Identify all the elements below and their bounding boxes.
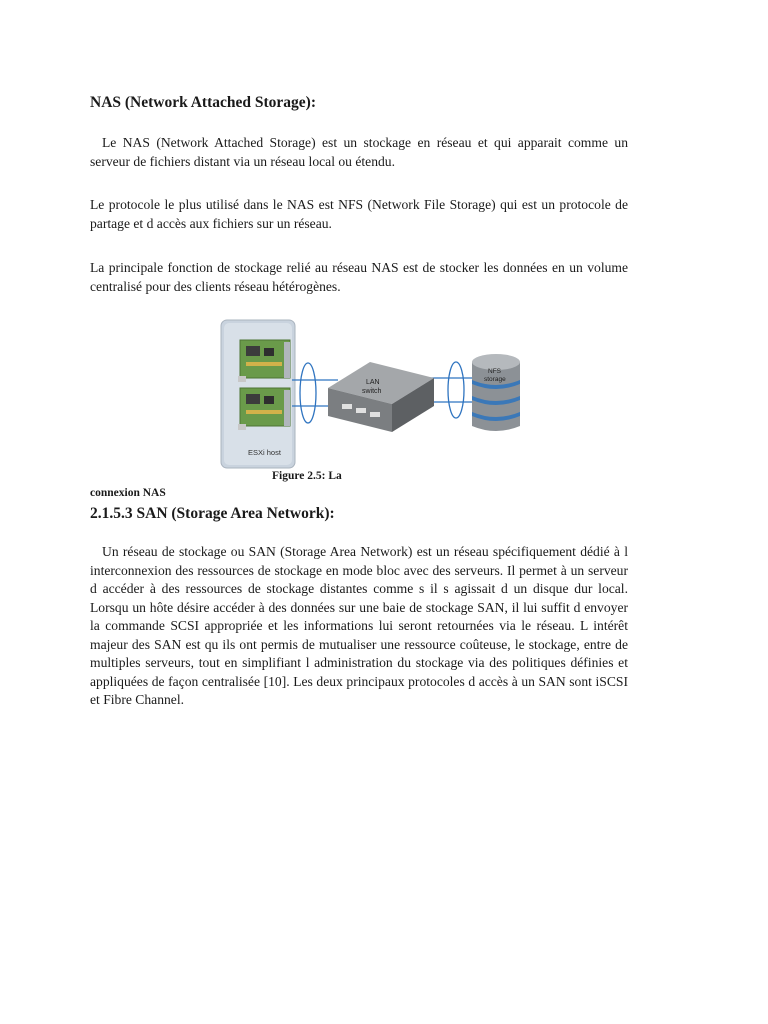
figure-caption-line2: connexion NAS <box>90 487 166 499</box>
nas-connection-diagram <box>220 318 540 470</box>
host-label: ESXi host <box>248 448 281 457</box>
switch-label-line2: switch <box>362 388 382 395</box>
nic-card-icon <box>238 388 290 430</box>
nas-paragraph-2: Le protocole le plus utilisé dans le NAS est NFS (Network File Storage) qui est un protocole de partage et d accès aux fichiers sur un réseau. <box>90 197 628 231</box>
storage-label-line1: NFS <box>488 368 501 375</box>
nas-paragraph-1: Le NAS (Network Attached Storage) est un stockage en réseau et qui apparait comme un serveur de fichiers distant via un réseau local ou étendu. <box>90 135 628 169</box>
nic-card-icon <box>238 340 290 382</box>
san-paragraph: Un réseau de stockage ou SAN (Storage Area Network) est un réseau spécifiquement dédié à l interconnexion des ressources de stockage en mode bloc avec des serveurs. Il permet à un serveur d accéder à des ressources de stockage distantes comme s il s agissait d un disque dur local. Lorsqu un hôte désire accéder à des données sur une baie de stockage SAN, il lui suffit d envoyer la commande SCSI appropriée et les informations lui seront retournées via le réseau. L intérêt majeur des SAN est qu ils ont permis de mutualiser une ressource coûteuse, le stockage, entre de multiples serveurs, tout en simplifiant l administration du stockage via des politiques définies et appliquées de façon centralisée [10]. Les deux principaux protocoles d accès à un SAN sont iSCSI et Fibre Channel. <box>90 544 628 707</box>
nfs-storage-icon <box>472 354 520 431</box>
figure-caption-line1: Figure 2.5: La <box>272 470 342 482</box>
san-heading: 2.1.5.3 SAN (Storage Area Network): <box>90 505 335 522</box>
esxi-host <box>221 320 295 468</box>
storage-label-line2: storage <box>484 376 506 383</box>
nas-heading: NAS (Network Attached Storage): <box>90 94 316 111</box>
lan-switch-icon <box>328 362 434 432</box>
nas-paragraph-3: La principale fonction de stockage relié au réseau NAS est de stocker les données en un volume centralisé pour des clients réseau hétérogènes. <box>90 260 628 294</box>
switch-label-line1: LAN <box>366 379 380 386</box>
